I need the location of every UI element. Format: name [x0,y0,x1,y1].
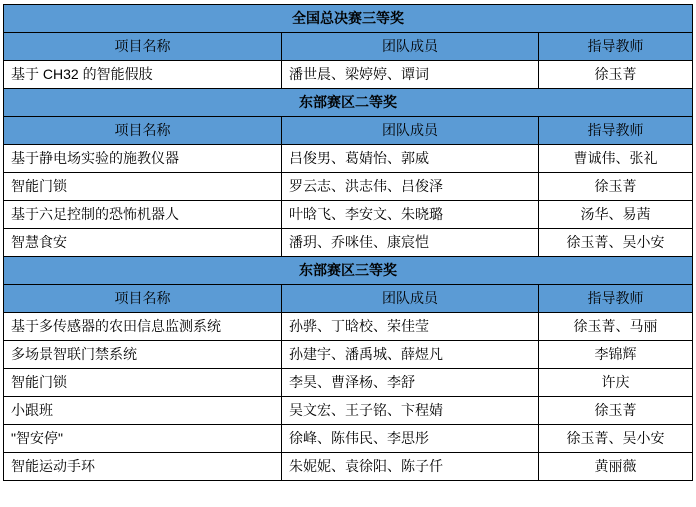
column-header-advisors: 指导教师 [539,117,693,145]
section-title-row [4,5,693,33]
table-row [4,397,693,425]
members-cell: 叶晗飞、李安文、朱晓璐 [282,201,539,229]
members-cell: 潘世晨、梁婷婷、谭词 [282,61,539,89]
awards-table [3,4,693,481]
project-cell: 智能门锁 [4,173,282,201]
section-title-row [4,89,693,117]
advisors-cell: 曹诚伟、张礼 [539,145,693,173]
table-row [4,229,693,257]
table-row [4,425,693,453]
table-row [4,369,693,397]
table-row [4,201,693,229]
section-title: 东部赛区三等奖 [4,257,693,285]
members-cell: 孙骅、丁晗校、荣佳莹 [282,313,539,341]
awards-table-body [4,5,693,481]
column-header-members: 团队成员 [282,33,539,61]
project-cell: 基于多传感器的农田信息监测系统 [4,313,282,341]
advisors-cell: 黄丽薇 [539,453,693,481]
project-cell: "智安停" [4,425,282,453]
advisors-cell: 徐玉菁、马丽 [539,313,693,341]
advisors-cell: 李锦辉 [539,341,693,369]
members-cell: 徐峰、陈伟民、李思彤 [282,425,539,453]
table-row [4,341,693,369]
advisors-cell: 汤华、易茜 [539,201,693,229]
advisors-cell: 徐玉菁 [539,61,693,89]
project-cell: 基于六足控制的恐怖机器人 [4,201,282,229]
column-header-advisors: 指导教师 [539,33,693,61]
project-cell: 小跟班 [4,397,282,425]
column-header-row [4,285,693,313]
table-row [4,453,693,481]
table-row [4,61,693,89]
column-header-project: 项目名称 [4,285,282,313]
members-cell: 孙建宇、潘禹城、薛煜凡 [282,341,539,369]
advisors-cell: 徐玉菁、吴小安 [539,229,693,257]
project-cell: 基于 CH32 的智能假肢 [4,61,282,89]
members-cell: 吕俊男、葛婧怡、郭威 [282,145,539,173]
table-row [4,145,693,173]
members-cell: 潘玥、乔咪佳、康宸恺 [282,229,539,257]
advisors-cell: 徐玉菁 [539,173,693,201]
advisors-cell: 徐玉菁、吴小安 [539,425,693,453]
column-header-members: 团队成员 [282,117,539,145]
members-cell: 罗云志、洪志伟、吕俊泽 [282,173,539,201]
column-header-project: 项目名称 [4,33,282,61]
advisors-cell: 许庆 [539,369,693,397]
advisors-cell: 徐玉菁 [539,397,693,425]
members-cell: 吴文宏、王子铭、卞程婧 [282,397,539,425]
project-cell: 智能门锁 [4,369,282,397]
members-cell: 李昊、曹泽杨、李舒 [282,369,539,397]
project-cell: 智能运动手环 [4,453,282,481]
section-title: 东部赛区二等奖 [4,89,693,117]
column-header-project: 项目名称 [4,117,282,145]
column-header-members: 团队成员 [282,285,539,313]
members-cell: 朱妮妮、袁徐阳、陈子仟 [282,453,539,481]
column-header-row [4,33,693,61]
section-title-row [4,257,693,285]
project-cell: 多场景智联门禁系统 [4,341,282,369]
column-header-advisors: 指导教师 [539,285,693,313]
column-header-row [4,117,693,145]
table-row [4,173,693,201]
table-row [4,313,693,341]
section-title: 全国总决赛三等奖 [4,5,693,33]
project-cell: 基于静电场实验的施教仪器 [4,145,282,173]
project-cell: 智慧食安 [4,229,282,257]
